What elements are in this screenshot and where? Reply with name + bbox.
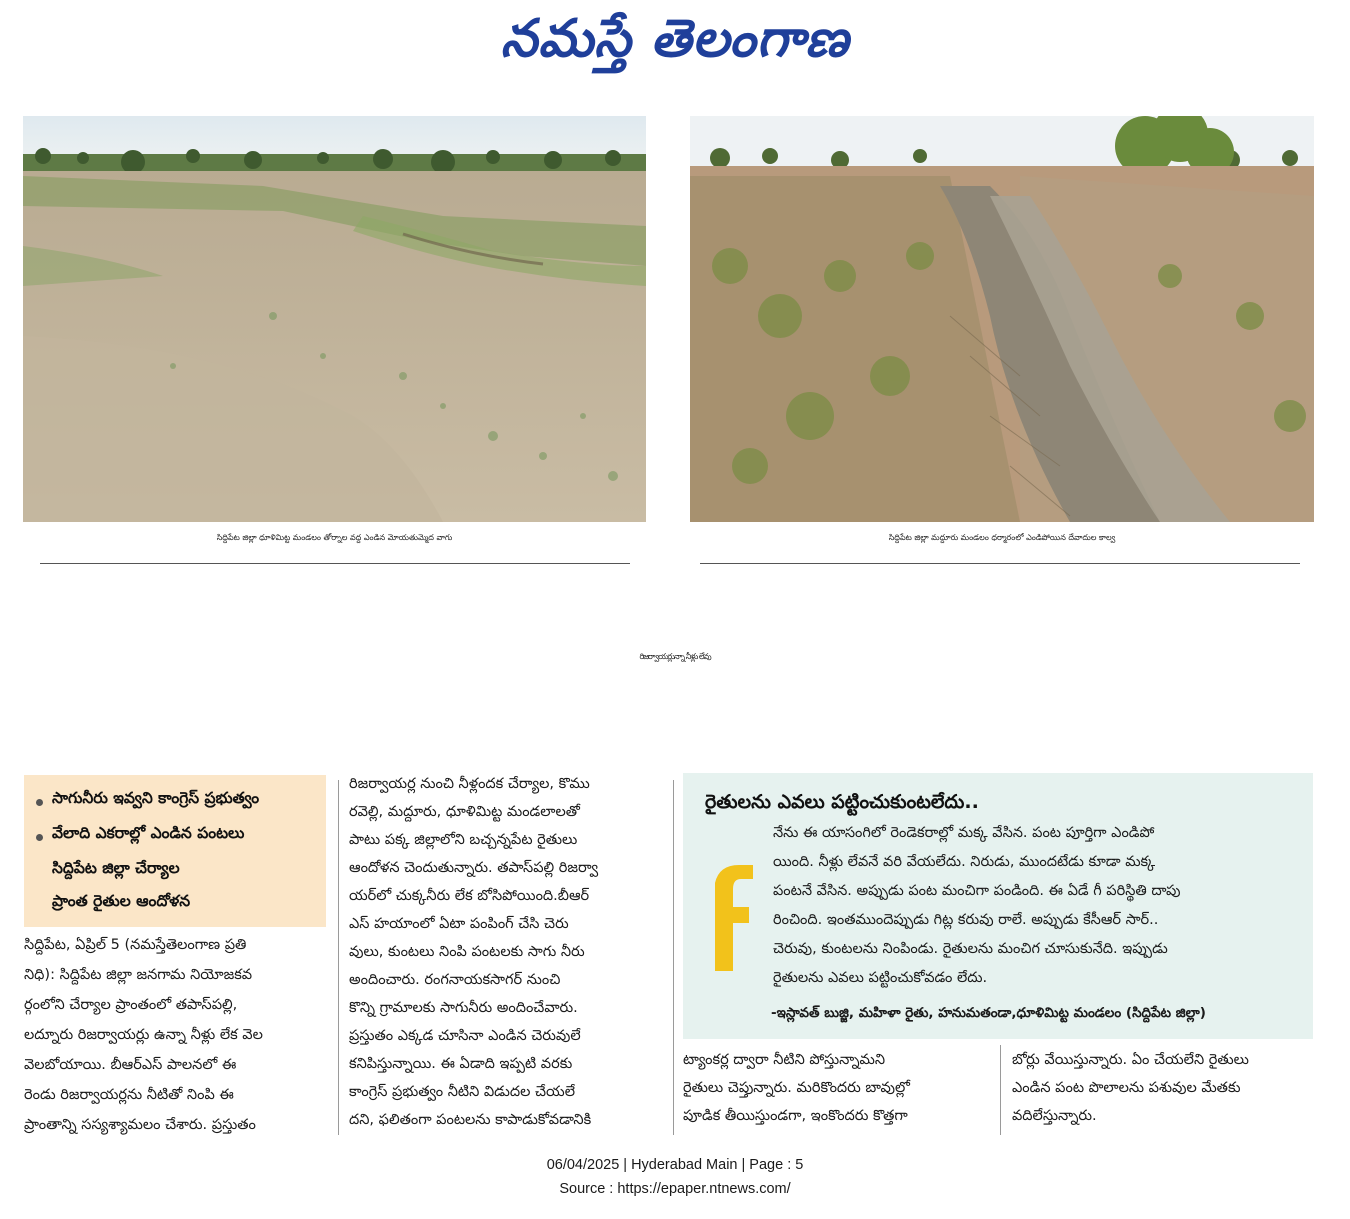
body-line: రెండు రిజర్వాయర్లను నీటితో నింపి ఈ: [24, 1087, 234, 1103]
caption-divider: [700, 563, 1300, 564]
masthead-logo: నమస్తే తెలంగాణ: [500, 8, 850, 69]
body-line: బోర్లు వేయిస్తున్నారు. ఏం చేయలేని రైతులు: [1012, 1052, 1249, 1068]
quote-line: రించింది. ఇంతముందెప్పుడు గిట్ల కరువు రాలే. అప్పుడు కేసీఆర్ సార్..: [773, 912, 1159, 928]
dry-canal-photo: [690, 116, 1314, 522]
body-line: ట్యాంకర్ల ద్వారా నీటిని పోస్తున్నామని: [683, 1052, 886, 1068]
body-line: వదిలేస్తున్నారు.: [1012, 1108, 1097, 1124]
body-line: యర్‌లో చుక్కనీరు లేక బోసిపోయింది.బీఆర్: [349, 888, 590, 904]
body-line: ఎస్ హయాంలో ఏటా పంపింగ్ చేసి చెరు: [349, 916, 569, 932]
deck-line: ప్రాంత రైతుల ఆందోళన: [52, 892, 191, 910]
deck-line: వేలాది ఎకరాల్లో ఎండిన పంటలు: [52, 824, 245, 842]
bullet-icon: [36, 834, 43, 841]
body-line: పూడిక తీయిస్తుండగా, ఇంకొందరు కొత్తగా: [683, 1108, 908, 1124]
quote-line: యింది. నీళ్లు లేవనే వరి వేయలేదు. నిరుడు, ముందటేడు కూడా మక్క: [773, 854, 1156, 870]
farmer-quote-box: [683, 773, 1313, 1039]
body-line: ఎండిన పంట పొలాలను పశువుల మేతకు: [1012, 1080, 1241, 1096]
quote-attribution: -ఇస్లావత్ బుజ్జి, మహిళా రైతు, హనుమతండా,ధూళిమిట్ట మండలం (సిద్దిపేట జిల్లా): [771, 1005, 1206, 1021]
quote-line: పంటనే వేసిన. అప్పుడు పంట మంచిగా పండింది. ఈ ఏడే గీ పరిస్థితి దాపు: [773, 883, 1181, 899]
body-line: రవెల్లి, మద్దూరు, ధూళిమిట్ట మండలాలతో: [349, 804, 580, 820]
body-line: రిజర్వాయర్ల నుంచి నీళ్లందక చేర్యాల, కొము: [349, 776, 590, 792]
article-column-2: [349, 776, 664, 1140]
left-photo-caption: సిద్దిపేట జిల్లా ధూళిమిట్ట మండలం తోర్నాల వద్ద ఎండిన మోయతుమ్మెద వాగు: [216, 533, 453, 542]
caption-divider: [40, 563, 630, 564]
body-line: లద్నూరు రిజర్వాయర్లు ఉన్నా నీళ్లు లేక వెల: [24, 1027, 263, 1043]
article-column-4: [1012, 1052, 1312, 1136]
quote-line: రైతులను ఎవలు పట్టించుకోవడం లేదు.: [773, 970, 988, 986]
quote-line: నేను ఈ యాసంగిలో రెండెకరాల్లో మక్క వేసిన. పంట పూర్తిగా ఎండిపో: [773, 825, 1155, 841]
deck-line: సిద్దిపేట జిల్లా చేర్యాల: [52, 859, 180, 877]
body-line: వెలబోయాయి. బీఆర్ఎస్ పాలనలో ఈ: [24, 1057, 237, 1073]
quote-title: రైతులను ఎవలు పట్టించుకుంటలేదు..: [705, 791, 979, 813]
body-line: రైతులు చెప్తున్నారు. మరికొందరు బావుల్లో: [683, 1080, 910, 1096]
quote-body: [773, 825, 1180, 999]
body-line: సిద్దిపేట, ఏప్రిల్ 5 (నమస్తేతెలంగాణ ప్రతి: [24, 937, 247, 953]
body-line: కనిపిస్తున్నాయి. ఈ ఏడాది ఇప్పటి వరకు: [349, 1056, 573, 1072]
right-photo-caption: సిద్దిపేట జిల్లా మద్దూరు మండలం ధర్మారంలో ఎండిపోయిన దేవాదుల కాల్వ: [888, 533, 1116, 542]
body-line: నిధి): సిద్దిపేట జిల్లా జనగామ నియోజకవ: [24, 967, 253, 983]
article-column-3: [683, 1052, 983, 1136]
body-line: పాటు పక్క జిల్లాలోని బచ్చన్నపేట రైతులు: [349, 832, 578, 848]
body-line: ప్రాంతాన్ని సస్యశ్యామలం చేశారు. ప్రస్తుతం: [24, 1117, 256, 1133]
headline: రిజర్వాయర్లున్నా నీళ్లు లేవు: [639, 652, 711, 661]
column-divider: [673, 780, 674, 1135]
dry-streambed-photo: [23, 116, 646, 522]
body-line: ఆందోళన చెందుతున్నారు. తపాస్‌పల్లి రిజర్వా: [349, 860, 599, 876]
body-line: అందించారు. రంగనాయకసాగర్ నుంచి: [349, 972, 561, 988]
body-line: ప్రస్తుతం ఎక్కడ చూసినా ఎండిన చెరువులే: [349, 1028, 581, 1044]
body-line: కాంగ్రెస్ ప్రభుత్వం నీటిని విడుదల చేయలే: [349, 1084, 575, 1100]
deck-line: సాగునీరు ఇవ్వని కాంగ్రెస్ ప్రభుత్వం: [52, 789, 260, 807]
footer-source: Source : https://epaper.ntnews.com/: [559, 1181, 791, 1197]
body-line: కొన్ని గ్రామాలకు సాగునీరు అందించేవారు.: [349, 1000, 578, 1016]
bullet-icon: [36, 799, 43, 806]
body-line: వులు, కుంటలు నింపి పంటలకు సాగు నీరు: [349, 944, 585, 960]
body-line: ర్గంలోని చేర్యాల ప్రాంతంలో తపాస్‌పల్లి,: [24, 997, 238, 1013]
footer-date-edition: 06/04/2025 | Hyderabad Main | Page : 5: [546, 1157, 804, 1173]
quote-line: చెరువు, కుంటలను నింపిండు. రైతులను మంచిగ చూసుకునేది. ఇప్పుడు: [773, 941, 1168, 957]
column-divider: [338, 780, 339, 1135]
body-line: దని, ఫలితంగా పంటలను కాపాడుకోవడానికి: [349, 1112, 592, 1128]
article-column-1: [24, 937, 329, 1147]
quote-mark-icon: [705, 863, 765, 977]
column-divider: [1000, 1045, 1001, 1135]
deck-box: [24, 775, 326, 927]
